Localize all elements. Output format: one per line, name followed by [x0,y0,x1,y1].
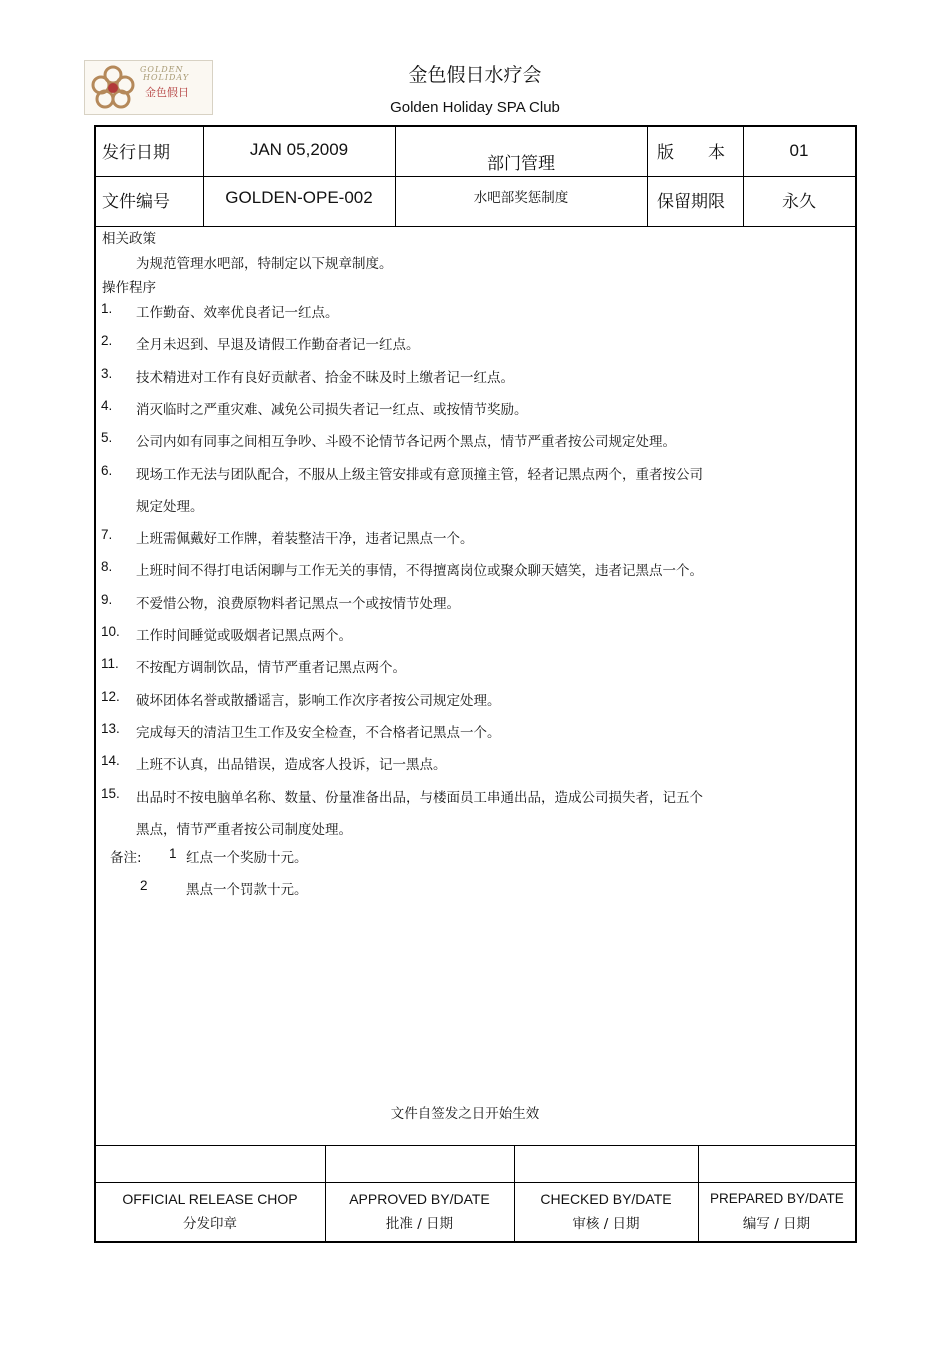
list-item-text: 不爱惜公物，浪费原物料者记黑点一个或按情节处理。 [136,595,460,612]
issue-date-value: JAN 05,2009 [249,140,349,159]
effective-statement: 文件自签发之日开始生效 [390,1106,540,1122]
list-item-number: 7. [101,527,113,543]
document-subject: 水吧部奖惩制度 [473,190,569,206]
footer-middle-line [95,1182,855,1183]
release-chop-label-en: OFFICIAL RELEASE CHOP [122,1191,298,1207]
list-item-number: 13. [101,720,120,736]
document-frame [94,125,857,1243]
remark-text: 黑点一个罚款十元。 [186,882,308,898]
policy-text: 为规范管理水吧部，特制定以下规章制度。 [136,256,393,272]
list-item-number: 10. [101,624,120,639]
list-item-number: 1. [101,301,113,316]
list-item-number: 15. [101,785,120,801]
doc-number-label: 文件编号 [102,192,170,212]
list-item-text: 破坏团体名誉或散播谣言，影响工作次序者按公司规定处理。 [136,692,501,709]
remark-number: 2 [140,878,148,893]
retention-value: 永久 [782,192,816,212]
list-item-number: 5. [101,430,113,446]
policy-heading: 相关政策 [102,231,156,247]
retention-label: 保留期限 [657,192,725,212]
footer-top-line [95,1145,855,1146]
list-item-text: 现场工作无法与团队配合，不服从上级主管安排或有意顶撞主管，轻者记黑点两个，重者按公司 [136,466,703,483]
checked-label-en: CHECKED BY/DATE [540,1191,672,1207]
list-item-text: 黑点，情节严重者按公司制度处理。 [136,821,352,838]
procedure-heading: 操作程序 [102,280,156,296]
issue-date-label: 发行日期 [102,143,170,163]
list-item-number: 12. [101,688,120,704]
list-item-text: 技术精进对工作有良好贡献者、拾金不昧及时上缴者记一红点。 [136,369,514,386]
version-value: 01 [789,141,809,160]
list-item-text: 工作时间睡觉或吸烟者记黑点两个。 [136,628,352,644]
approved-label-cn: 批准 / 日期 [385,1216,454,1232]
header-row-divider [95,176,855,177]
approved-label-en: APPROVED BY/DATE [349,1191,490,1207]
list-item-text: 不按配方调制饮品，情节严重者记黑点两个。 [136,660,406,677]
list-item-text: 上班需佩戴好工作牌，着装整洁干净，违者记黑点一个。 [136,531,474,548]
header-col-divider-2 [395,127,396,226]
list-item-number: 8. [101,559,113,575]
list-item-text: 全月未迟到、早退及请假工作勤奋者记一红点。 [136,337,420,354]
prepared-label-en: PREPARED BY/DATE [710,1191,844,1206]
version-label: 版 本 [657,143,725,163]
document-title-cn: 金色假日水疗会 [408,64,542,86]
list-item-number: 11. [101,656,119,672]
list-item-text: 上班时间不得打电话闲聊与工作无关的事情，不得擅离岗位或聚众聊天嬉笑，违者记黑点一个。 [136,563,703,580]
logo-text-cn: 金色假日 [145,86,189,99]
list-item-text: 出品时不按电脑单名称、数量、份量准备出品，与楼面员工串通出品，造成公司损失者，记五个 [136,789,703,806]
list-item-text: 公司内如有同事之间相互争吵、斗殴不论情节各记两个黑点，情节严重者按公司规定处理。 [136,434,676,451]
list-item-text: 完成每天的清洁卫生工作及安全检查，不合格者记黑点一个。 [136,724,501,741]
prepared-label-cn: 编写 / 日期 [742,1216,811,1232]
checked-label-cn: 审核 / 日期 [572,1216,640,1232]
remarks-label: 备注: [110,850,142,866]
remark-text: 红点一个奖励十元。 [186,850,308,866]
list-item-text: 上班不认真，出品错误，造成客人投诉，记一黑点。 [136,757,447,774]
list-item-number: 2. [101,333,113,349]
release-chop-label-cn: 分发印章 [183,1216,237,1232]
list-item-text: 规定处理。 [136,498,204,515]
list-item-number: 14. [101,753,120,769]
doc-number-value: GOLDEN-OPE-002 [225,188,373,207]
logo-text-en-1: GOLDEN [140,65,184,74]
department-label: 部门管理 [487,154,555,174]
header-col-divider-3 [647,127,648,226]
header-bottom-line [95,226,855,227]
list-item-text: 消灭临时之严重灾难、减免公司损失者记一红点、或按情节奖励。 [136,401,528,418]
remark-number: 1 [169,846,177,861]
document-title-en: Golden Holiday SPA Club [390,99,560,116]
list-item-number: 4. [101,397,113,413]
list-item-number: 3. [101,365,113,381]
list-item-number: 9. [101,591,113,607]
logo-text-en-2: HOLIDAY [143,73,190,82]
list-item-text: 工作勤奋、效率优良者记一红点。 [136,305,339,321]
list-item-number: 6. [101,462,113,478]
